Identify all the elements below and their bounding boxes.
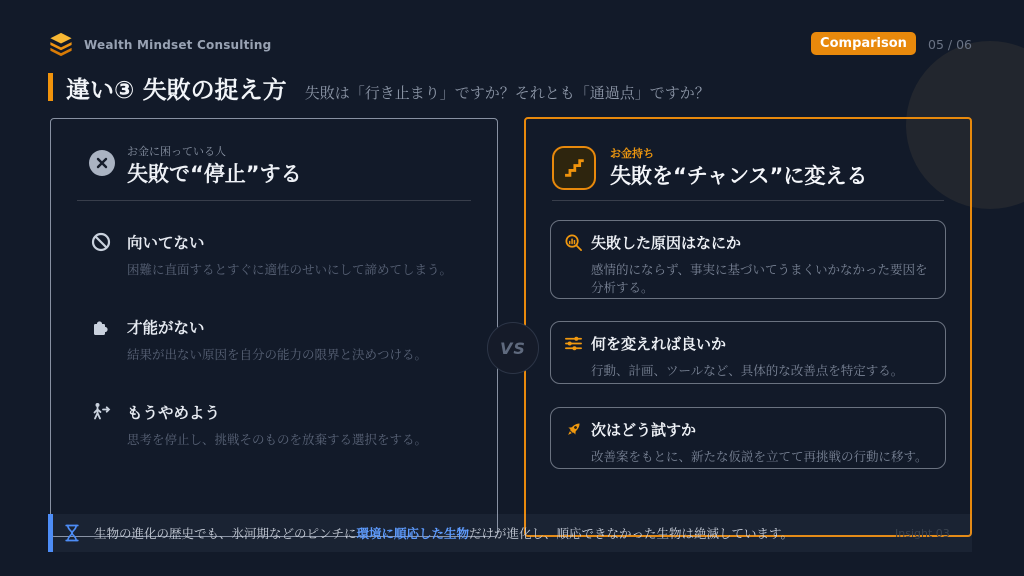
brand-name: Wealth Mindset Consulting <box>84 37 272 52</box>
magnifier-chart-icon <box>564 233 583 252</box>
right-box-title: 次はどう試すか <box>591 421 697 439</box>
puzzle-icon <box>91 317 111 337</box>
circle-x-icon <box>89 150 115 176</box>
footer-accent-bar <box>48 514 53 552</box>
right-box-desc: 改善案をもとに、新たな仮説を立てて再挑戦の行動に移す。 <box>591 449 928 464</box>
left-item-desc: 思考を停止し、挑戦そのものを放棄する選択をする。 <box>127 432 428 447</box>
right-box-desc: 感情的にならず、事実に基づいてうまくいかなかった要因を分析する。 <box>591 262 928 295</box>
left-item-title: もうやめよう <box>127 404 221 422</box>
right-box-desc: 行動、計画、ツールなど、具体的な改善点を特定する。 <box>591 363 904 378</box>
left-item-1 <box>91 231 479 278</box>
ban-icon <box>91 232 111 252</box>
left-panel-heading: 失敗で“停止”する <box>127 162 302 186</box>
title-accent-bar <box>48 73 53 101</box>
right-box-3 <box>550 407 946 469</box>
left-panel-tag: お金に困っている人 <box>127 145 226 158</box>
left-item-title: 向いてない <box>127 234 205 252</box>
rocket-icon <box>564 420 583 439</box>
sliders-icon <box>564 334 583 353</box>
walk-away-icon <box>91 402 111 422</box>
left-item-desc: 困難に直面するとすぐに適性のせいにして諦めてしまう。 <box>127 262 453 277</box>
left-item-desc: 結果が出ない原因を自分の能力の限界と決めつける。 <box>127 347 428 362</box>
brand <box>48 31 271 58</box>
page-subtitle: 失敗は「行き止まり」ですか？それとも「通過点」ですか？ <box>304 84 710 102</box>
left-panel-divider <box>77 200 471 201</box>
left-item-title: 才能がない <box>127 319 205 337</box>
insight-label: Insight 03 <box>895 527 950 540</box>
right-panel-tag: お金持ち <box>610 147 654 160</box>
right-box-title: 失敗した原因はなにか <box>591 234 742 252</box>
layers-logo-icon <box>48 31 74 58</box>
right-box-1 <box>550 220 946 299</box>
page-title: 違い③ 失敗の捉え方 <box>66 76 287 104</box>
right-panel-heading: 失敗を“チャンス”に変える <box>610 164 868 188</box>
stairs-icon <box>552 146 596 190</box>
footer-text <box>94 524 793 542</box>
left-item-3 <box>91 401 479 448</box>
vs-badge: VS <box>487 322 539 374</box>
page-number: 05 / 06 <box>928 37 972 52</box>
footer-text-after: だけが進化し、順応できなかった生物は絶滅しています。 <box>469 526 794 541</box>
footer-text-highlight: 環境に順応した生物 <box>356 526 470 541</box>
right-box-title: 何を変えれば良いか <box>591 335 727 353</box>
comparison-badge: Comparison <box>811 32 916 55</box>
hourglass-icon <box>62 522 82 544</box>
right-panel <box>524 117 972 537</box>
left-panel <box>50 118 498 537</box>
footer <box>62 514 793 552</box>
right-panel-divider <box>552 200 944 201</box>
right-box-2 <box>550 321 946 384</box>
left-item-2 <box>91 316 479 363</box>
footer-text-before: 生物の進化の歴史でも、氷河期などのピンチに <box>94 526 357 541</box>
title-row <box>66 70 710 105</box>
